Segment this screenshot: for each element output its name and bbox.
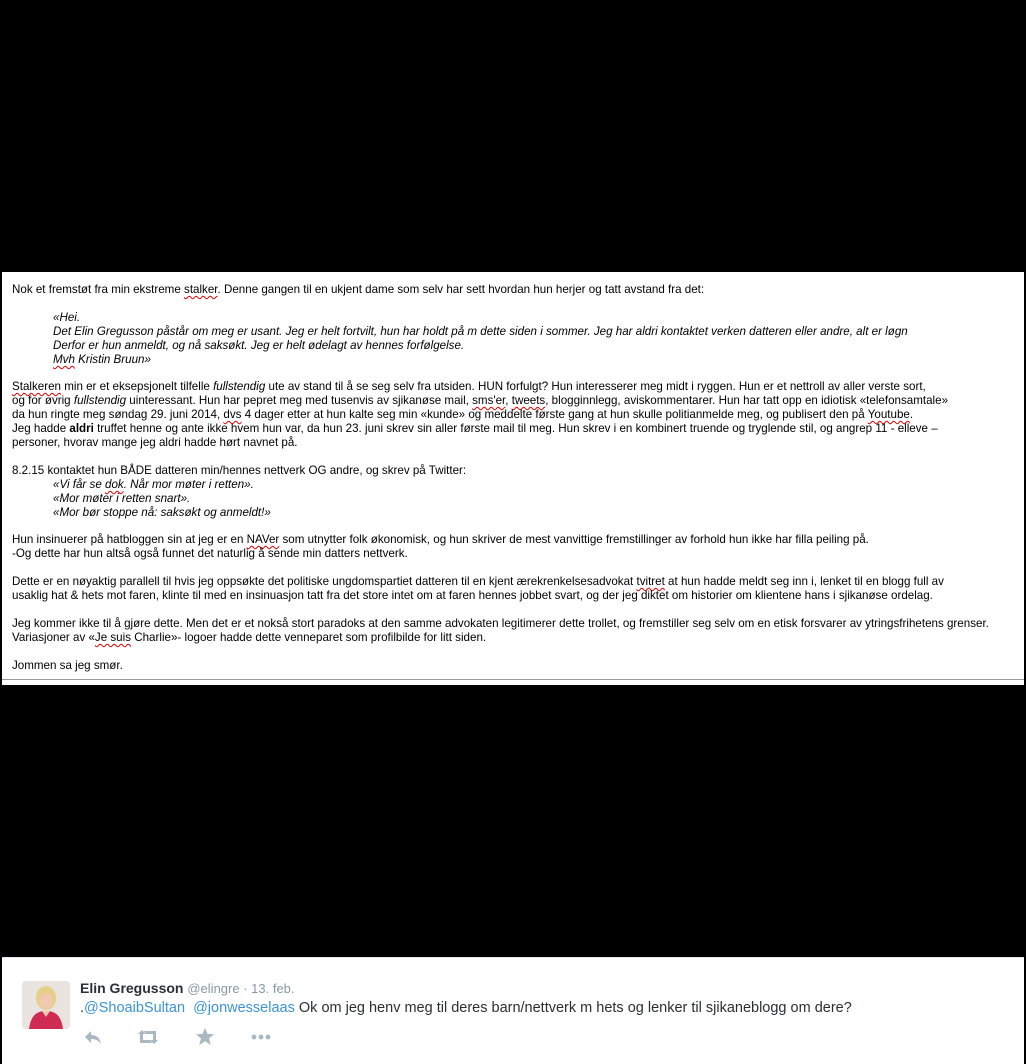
quote-signature: Mvh Kristin Bruun» xyxy=(53,353,151,366)
quote-line-2: Det Elin Gregusson påstår om meg er usant. Jeg er helt fortvilt, hun har holdt på m dette siden i sommer. Jeg har aldri kontaktet verken datteren eller andre, alt er løgn xyxy=(53,325,908,338)
avatar[interactable] xyxy=(22,981,70,1029)
para4-line-1: Hun insinuerer på hatbloggen sin at jeg er en NAVer som utnytter folk økonomisk, og hun skriver de mest vanvittige fremstillinger av forhold hun ikke har filla peiling på. xyxy=(12,533,869,546)
para6-line-1: Jeg kommer ikke til å gjøre dette. Men det er et nokså stort paradoks at den samme advokaten legitimerer dette trollet, og fremstiller seg selv om en etisk forsvarer av ytringsfrihetens grenser. xyxy=(12,617,989,630)
para5-line-2: usaklig hat & hets mot faren, klinte til med en insinuasjon tatt fra det store intet om at faren hennes jobbet svart, og der jeg diktet om historier om klientene hans i sjikanøse ordelag. xyxy=(12,589,933,602)
para5-line-1: Dette er en nøyaktig parallell til hvis jeg oppsøkte det politiske ungdomspartiet datteren til en kjent ærekrenkelsesadvokat tvitret at hun hadde meldt seg inn i, lenket til en blogg full av xyxy=(12,575,944,588)
tweet-separator: · xyxy=(239,981,252,996)
black-image-area-bottom xyxy=(0,685,1026,957)
tweet-author-name[interactable]: Elin Gregusson xyxy=(80,980,184,996)
tweet-text-prefix: . xyxy=(80,1000,85,1016)
tweet-author-handle[interactable]: @elingre xyxy=(187,981,240,996)
para3-line-1: 8.2.15 kontaktet hun BÅDE datteren min/hennes nettverk OG andre, og skrev på Twitter: xyxy=(12,464,467,477)
avatar-photo xyxy=(22,981,70,1029)
tweet-card[interactable] xyxy=(2,957,1024,1064)
para3-quote-2: «Mor møter i retten snart». xyxy=(53,492,191,505)
intro-line: Nok et fremstøt fra min ekstreme stalker. Denne gangen til en ukjent dame som selv har sett hvordan hun herjer og tatt avstand fra det: xyxy=(12,283,705,296)
more-icon[interactable] xyxy=(250,1028,272,1048)
reply-icon[interactable] xyxy=(82,1028,104,1048)
para2-line-2: og for øvrig fullstendig uinteressant. Hun har pepret meg med tusenvis av sjikanøse mail, sms'er, tweets, blogginnlegg, aviskommentarer. Hun har tatt opp en idiotisk «telefonsamtale» xyxy=(12,394,949,407)
tweet-date[interactable]: 13. feb. xyxy=(251,981,295,996)
favorite-icon[interactable] xyxy=(194,1028,216,1048)
para2-line-4: Jeg hadde aldri truffet henne og ante ikke hvem hun var, da hun 23. juni skrev sin aller første mail til meg. Hun skrev i en kombinert truende og tryglende stil, og angrep 11 - elleve – xyxy=(12,422,938,435)
tweet-text xyxy=(80,1000,852,1016)
mention-link[interactable]: @jonwesselaas xyxy=(193,1000,295,1016)
para2-line-5: personer, hvorav mange jeg aldri hadde hørt navnet på. xyxy=(12,436,298,449)
tweet-header xyxy=(80,980,295,996)
para6-line-2: Variasjoner av «Je suis Charlie»- logoer hadde dette venneparet som profilbilde for litt siden. xyxy=(12,631,487,644)
para4-line-2: -Og dette har hun altså også funnet det naturlig å sende min datters nettverk. xyxy=(12,547,408,560)
closing-line: Jommen sa jeg smør. xyxy=(12,659,123,672)
quote-line-1: «Hei. xyxy=(53,311,81,324)
para3-quote-3: «Mor bør stoppe nå: saksøkt og anmeldt!» xyxy=(53,506,271,519)
quote-line-3: Derfor er hun anmeldt, og nå saksøkt. Jeg er helt ødelagt av hennes forfølgelse. xyxy=(53,339,465,352)
para2-line-1: Stalkeren min er et eksepsjonelt tilfelle fullstendig ute av stand til å se seg selv fra utsiden. HUN forfulgt? Hun interesserer meg midt i ryggen. Hun er et nettroll av aller verste sort, xyxy=(12,380,926,393)
para2-line-3: da hun ringte meg søndag 29. juni 2014, dvs 4 dager etter at hun kalte seg min «kunde» og meddelte første gang at hun skulle politianmelde meg, og publisert den på Youtube. xyxy=(12,408,914,421)
mention-link[interactable]: @ShoaibSultan xyxy=(84,1000,186,1016)
document-screenshot xyxy=(2,272,1024,680)
para3-quote-1: «Vi får se dok. Når mor møter i retten». xyxy=(53,478,254,491)
retweet-icon[interactable] xyxy=(136,1028,158,1048)
tweet-body: Ok om jeg henv meg til deres barn/nettverk m hets og lenker til sjikaneblogg om dere? xyxy=(294,1000,852,1016)
black-image-area-top xyxy=(0,0,1026,272)
